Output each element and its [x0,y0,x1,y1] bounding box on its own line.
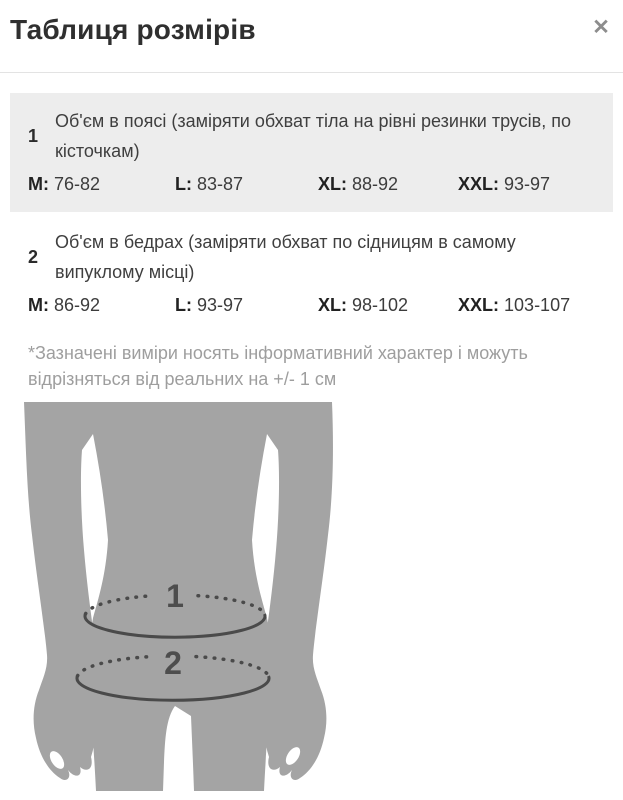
measurement-section-hips [10,214,613,330]
size-cell-l: L: 93-97 [175,295,244,315]
close-button[interactable] [587,14,615,42]
sizes-row-hips [28,293,595,317]
description-row [28,106,595,166]
header-divider [0,72,623,73]
size-cell-xl: XL: 88-92 [318,174,399,194]
measurement-section-waist [10,93,613,212]
size-cell-m: M: 76-82 [28,174,101,194]
figure-label-hips: 2 [164,645,182,681]
disclaimer-note: *Зазначені виміри носять інформативний характер і можуть відрізняться від реальних на +/- 1 см [28,343,528,389]
measurement-number: 2 [28,246,39,267]
close-icon: ✕ [592,16,610,39]
measurement-number: 1 [28,125,39,146]
measurement-description: Об'єм в бедрах (заміряти обхват по сідницям в самому випуклому місці) [55,232,516,282]
size-cell-xxl: XXL: 103-107 [458,295,571,315]
measurement-description: Об'єм в поясі (заміряти обхват тіла на рівні резинки трусів, по кісточкам) [55,111,572,161]
size-cell-xxl: XXL: 93-97 [458,174,551,194]
size-cell-m: M: 86-92 [28,295,101,315]
sizes-row-waist [28,172,595,196]
page-title: Таблиця розмірів [10,14,256,45]
size-cell-xl: XL: 98-102 [318,295,409,315]
measurement-figure [8,400,348,793]
figure-label-waist: 1 [166,578,184,614]
description-row [28,227,595,287]
size-cell-l: L: 83-87 [175,174,244,194]
modal-header [0,0,623,72]
